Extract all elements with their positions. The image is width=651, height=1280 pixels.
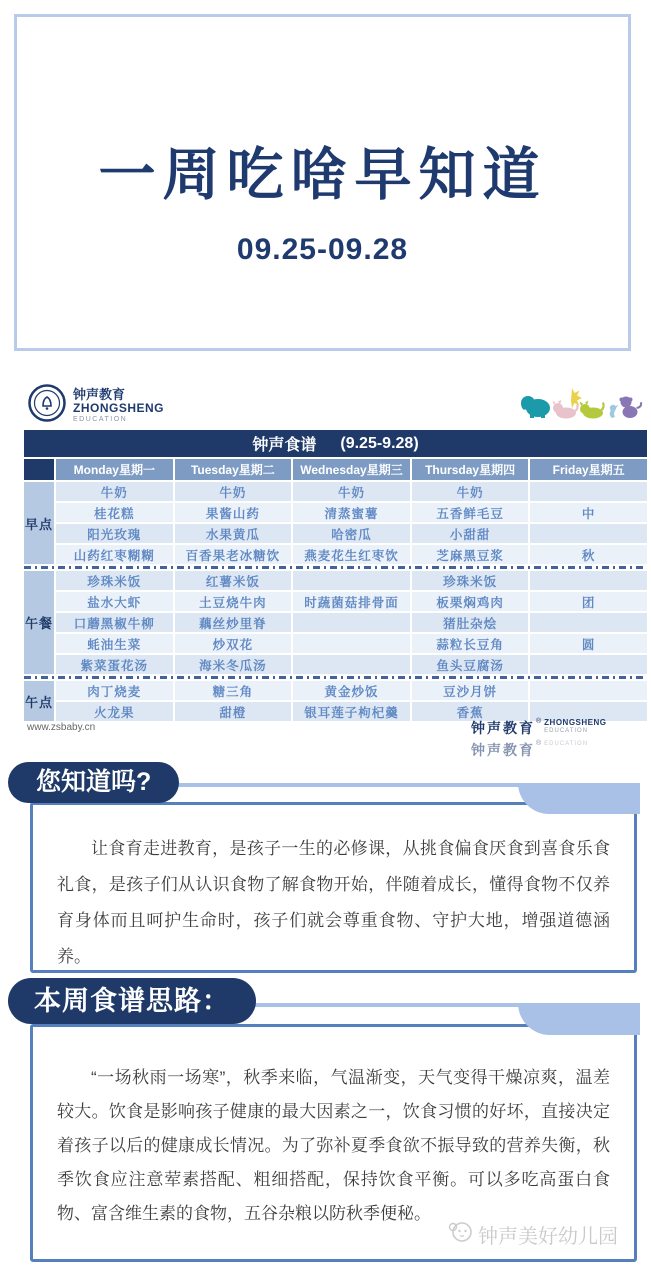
menu-cell [530, 482, 647, 501]
brand-name-cn: 钟声教育 [73, 386, 126, 402]
menu-cell: 牛奶 [412, 482, 529, 501]
know-section-tab: 您知道吗? [8, 762, 179, 803]
menu-cell: 黄金炒饭 [293, 681, 410, 700]
menu-cell: 牛奶 [293, 482, 410, 501]
menu-cell: 团 [530, 592, 647, 611]
menu-cell: 燕麦花生红枣饮 [293, 545, 410, 564]
brand-header [28, 384, 164, 427]
menu-cell: 豆沙月饼 [412, 681, 529, 700]
menu-cell: 糖三角 [175, 681, 292, 700]
elephant-icon [521, 396, 550, 418]
brand-footer-cn: 钟声教育 [471, 720, 535, 736]
brand-footer-clipped: 钟声教育 ® EDUCATION [471, 740, 589, 758]
bird-icon [610, 405, 619, 418]
menu-cell: 银耳莲子枸杞羹 [293, 702, 410, 721]
menu-cell: 猪肚杂烩 [412, 613, 529, 632]
registered-mark: ® [536, 718, 542, 725]
menu-cell: 肉丁烧麦 [56, 681, 173, 700]
menu-cell: 海米冬瓜汤 [175, 655, 292, 674]
menu-cell: 牛奶 [56, 482, 173, 501]
monkey-icon [620, 397, 643, 419]
brand-name-sub: EDUCATION [73, 415, 128, 423]
menu-cell: 果酱山药 [175, 503, 292, 522]
menu-cell: 哈密瓜 [293, 524, 410, 543]
menu-cell: 百香果老冰糖饮 [175, 545, 292, 564]
menu-cell: 紫菜蛋花汤 [56, 655, 173, 674]
menu-table-title: 钟声食谱 [252, 437, 317, 454]
menu-card [0, 378, 651, 758]
meal-section-label: 午点 [24, 681, 54, 721]
brand-footer-sub: EDUCATION [544, 728, 589, 734]
menu-cell: 盐水大虾 [56, 592, 173, 611]
kindergarten-mascot-icon [447, 1219, 473, 1249]
menu-table-title-bar [24, 430, 647, 457]
animal-icons [521, 386, 643, 427]
menu-cell [293, 613, 410, 632]
hero-card [14, 14, 631, 351]
menu-cell: 板栗焖鸡肉 [412, 592, 529, 611]
menu-cell: 山药红枣糊糊 [56, 545, 173, 564]
menu-cell: 中 [530, 503, 647, 522]
brand-lockup [73, 388, 164, 424]
menu-cell [530, 655, 647, 674]
menu-cell [530, 681, 647, 700]
menu-cell [293, 571, 410, 590]
section-divider [24, 676, 647, 679]
menu-cell: 水果黄瓜 [175, 524, 292, 543]
know-section-box [30, 802, 637, 973]
cat-icon [580, 401, 605, 419]
menu-cell: 香蕉 [412, 702, 529, 721]
menu-cell: 珍珠米饭 [412, 571, 529, 590]
menu-cell [293, 655, 410, 674]
know-paragraph: 让食育走进教育，是孩子一生的必修课，从挑食偏食厌食到喜食乐食礼食，是孩子们从认识食物了解食物开始，伴随着成长，懂得食物不仅养育身体而且呵护生命时，孩子们就会尊重食物、守护大地，增强道德涵养。 [57, 839, 610, 967]
day-header-monday: Monday星期一 [56, 459, 173, 480]
menu-table [22, 428, 649, 723]
menu-cell [530, 524, 647, 543]
idea-paragraph: “一场秋雨一场寒”，秋季来临，气温渐变，天气变得干燥凉爽，温差较大。饮食是影响孩子健康的最大因素之一，饮食习惯的好坏，直接决定着孩子以后的健康成长情况。为了弥补夏季食欲不振导致的营养失衡，秋季饮食应注意荤素搭配、粗细搭配，保持饮食平衡。可以多吃高蛋白食物、富含维生素的食物，五谷杂粮以防秋季便秘。 [57, 1068, 610, 1223]
idea-section-tab: 本周食谱思路： [8, 978, 256, 1024]
meal-section-label: 早点 [24, 482, 54, 564]
menu-cell: 甜橙 [175, 702, 292, 721]
menu-cell: 火龙果 [56, 702, 173, 721]
idea-section-box [30, 1024, 637, 1262]
menu-cell: 蒜粒长豆角 [412, 634, 529, 653]
menu-cell: 芝麻黑豆浆 [412, 545, 529, 564]
menu-cell: 口蘑黑椒牛柳 [56, 613, 173, 632]
date-range: 09.25-09.28 [236, 233, 409, 266]
menu-cell: 五香鲜毛豆 [412, 503, 529, 522]
day-header-wednesday: Wednesday星期三 [293, 459, 410, 480]
menu-cell: 秋 [530, 545, 647, 564]
menu-cell: 阳光玫瑰 [56, 524, 173, 543]
ribbon-swoosh [518, 783, 640, 814]
day-header-friday: Friday星期五 [530, 459, 647, 480]
menu-cell [530, 613, 647, 632]
day-header-thursday: Thursday星期四 [412, 459, 529, 480]
zhongsheng-logo-icon [28, 384, 66, 427]
menu-cell: 清蒸蜜薯 [293, 503, 410, 522]
menu-cell: 珍珠米饭 [56, 571, 173, 590]
day-header-tuesday: Tuesday星期二 [175, 459, 292, 480]
menu-cell: 土豆烧牛肉 [175, 592, 292, 611]
menu-cell [293, 634, 410, 653]
website-url: www.zsbaby.cn [27, 722, 96, 733]
page-title: 一周吃啥早知道 [98, 143, 547, 207]
menu-cell: 蚝油生菜 [56, 634, 173, 653]
brand-footer [471, 718, 641, 758]
menu-cell: 时蔬菌菇排骨面 [293, 592, 410, 611]
menu-cell: 炒双花 [175, 634, 292, 653]
brand-footer-en: ZHONGSHENG [544, 718, 607, 727]
menu-cell: 藕丝炒里脊 [175, 613, 292, 632]
watermark-text: 钟声美好幼儿园 [478, 1225, 618, 1248]
corner-cell [24, 459, 54, 480]
menu-cell: 鱼头豆腐汤 [412, 655, 529, 674]
meal-section-label: 午餐 [24, 571, 54, 674]
menu-cell: 红薯米饭 [175, 571, 292, 590]
menu-cell [530, 571, 647, 590]
menu-cell: 桂花糕 [56, 503, 173, 522]
menu-cell: 牛奶 [175, 482, 292, 501]
menu-cell: 圆 [530, 634, 647, 653]
menu-table-title-dates: (9.25-9.28) [340, 434, 419, 452]
section-divider [24, 566, 647, 569]
brand-name-en: ZHONGSHENG [73, 400, 165, 415]
ribbon-swoosh [518, 1003, 640, 1035]
menu-cell: 小甜甜 [412, 524, 529, 543]
watermark [447, 1219, 618, 1249]
